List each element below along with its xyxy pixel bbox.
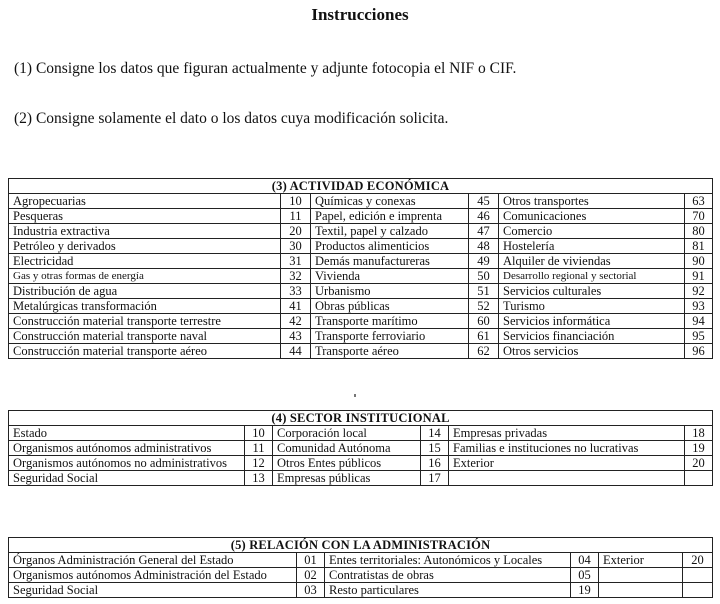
code-cell: 05 (571, 568, 599, 583)
label-cell: Electricidad (9, 254, 281, 269)
relacion-administracion-body (9, 553, 713, 598)
code-cell: 16 (421, 456, 449, 471)
label-cell: Agropecuarias (9, 194, 281, 209)
table-row (9, 239, 713, 254)
table-row (9, 471, 713, 486)
label-cell: Organismos autónomos administrativos (9, 441, 245, 456)
code-cell: 03 (297, 583, 325, 598)
code-cell (683, 583, 713, 598)
label-cell: Petróleo y derivados (9, 239, 281, 254)
code-cell: 70 (685, 209, 713, 224)
table-row (9, 426, 713, 441)
label-cell: Distribución de agua (9, 284, 281, 299)
sector-institucional-header: (4) SECTOR INSTITUCIONAL (9, 411, 713, 426)
code-cell: 10 (245, 426, 273, 441)
label-cell: Estado (9, 426, 245, 441)
code-cell: 80 (685, 224, 713, 239)
sector-institucional-table (8, 410, 713, 486)
code-cell: 32 (281, 269, 311, 284)
label-cell: Resto particulares (325, 583, 571, 598)
code-cell (683, 568, 713, 583)
table-row (9, 209, 713, 224)
code-cell: 31 (281, 254, 311, 269)
code-cell (685, 471, 713, 486)
label-cell: Pesqueras (9, 209, 281, 224)
label-cell: Contratistas de obras (325, 568, 571, 583)
actividad-economica-body (9, 194, 713, 359)
code-cell: 19 (685, 441, 713, 456)
label-cell: Desarrollo regional y sectorial (499, 269, 685, 284)
code-cell: 14 (421, 426, 449, 441)
code-cell: 11 (245, 441, 273, 456)
label-cell: Papel, edición e imprenta (311, 209, 469, 224)
instruction-note-2: (2) Consigne solamente el dato o los datos cuya modificación solicita. (14, 110, 449, 127)
relacion-administracion-header: (5) RELACIÓN CON LA ADMINISTRACIÓN (9, 538, 713, 553)
code-cell: 45 (469, 194, 499, 209)
code-cell: 62 (469, 344, 499, 359)
table-row (9, 269, 713, 284)
table-row (9, 224, 713, 239)
label-cell: Gas y otras formas de energía (9, 269, 281, 284)
code-cell: 94 (685, 314, 713, 329)
label-cell: Industria extractiva (9, 224, 281, 239)
table-row (9, 299, 713, 314)
label-cell: Comercio (499, 224, 685, 239)
table-row (9, 441, 713, 456)
instruction-note-1: (1) Consigne los datos que figuran actualmente y adjunte fotocopia el NIF o CIF. (14, 60, 517, 77)
code-cell: 02 (297, 568, 325, 583)
label-cell: Construcción material transporte naval (9, 329, 281, 344)
table-row (9, 553, 713, 568)
label-cell: Urbanismo (311, 284, 469, 299)
code-cell: 60 (469, 314, 499, 329)
label-cell: Comunicaciones (499, 209, 685, 224)
label-cell: Servicios financiación (499, 329, 685, 344)
code-cell: 50 (469, 269, 499, 284)
label-cell: Otros servicios (499, 344, 685, 359)
label-cell: Organismos autónomos Administración del Estado (9, 568, 297, 583)
table-row (9, 254, 713, 269)
actividad-economica-table (8, 178, 713, 359)
label-cell: Construcción material transporte terrestre (9, 314, 281, 329)
code-cell: 44 (281, 344, 311, 359)
label-cell (449, 471, 685, 486)
label-cell: Textil, papel y calzado (311, 224, 469, 239)
label-cell: Vivienda (311, 269, 469, 284)
code-cell: 04 (571, 553, 599, 568)
code-cell: 13 (245, 471, 273, 486)
code-cell: 81 (685, 239, 713, 254)
label-cell: Construcción material transporte aéreo (9, 344, 281, 359)
code-cell: 11 (281, 209, 311, 224)
table-row (9, 284, 713, 299)
label-cell: Demás manufactureras (311, 254, 469, 269)
code-cell: 95 (685, 329, 713, 344)
code-cell: 63 (685, 194, 713, 209)
label-cell: Obras públicas (311, 299, 469, 314)
actividad-economica-header: (3) ACTIVIDAD ECONÓMICA (9, 179, 713, 194)
code-cell: 20 (683, 553, 713, 568)
table-row (9, 456, 713, 471)
code-cell: 30 (281, 239, 311, 254)
code-cell: 47 (469, 224, 499, 239)
code-cell: 18 (685, 426, 713, 441)
code-cell: 42 (281, 314, 311, 329)
code-cell: 93 (685, 299, 713, 314)
label-cell: Órganos Administración General del Estado (9, 553, 297, 568)
page-title: Instrucciones (311, 5, 409, 24)
table-row (9, 568, 713, 583)
label-cell: Productos alimenticios (311, 239, 469, 254)
label-cell: Seguridad Social (9, 583, 297, 598)
scan-speck (354, 394, 356, 397)
code-cell: 33 (281, 284, 311, 299)
label-cell: Seguridad Social (9, 471, 245, 486)
label-cell: Otros transportes (499, 194, 685, 209)
code-cell: 92 (685, 284, 713, 299)
code-cell: 43 (281, 329, 311, 344)
code-cell: 15 (421, 441, 449, 456)
label-cell: Hostelería (499, 239, 685, 254)
code-cell: 01 (297, 553, 325, 568)
code-cell: 51 (469, 284, 499, 299)
label-cell: Entes territoriales: Autonómicos y Locales (325, 553, 571, 568)
label-cell: Comunidad Autónoma (273, 441, 421, 456)
sector-institucional-body (9, 426, 713, 486)
code-cell: 46 (469, 209, 499, 224)
label-cell: Familias e instituciones no lucrativas (449, 441, 685, 456)
label-cell: Químicas y conexas (311, 194, 469, 209)
code-cell: 90 (685, 254, 713, 269)
label-cell: Exterior (449, 456, 685, 471)
label-cell: Metalúrgicas transformación (9, 299, 281, 314)
label-cell: Otros Entes públicos (273, 456, 421, 471)
label-cell: Exterior (599, 553, 683, 568)
table-row (9, 314, 713, 329)
code-cell: 12 (245, 456, 273, 471)
table-row (9, 194, 713, 209)
label-cell: Corporación local (273, 426, 421, 441)
code-cell: 52 (469, 299, 499, 314)
relacion-administracion-table (8, 537, 713, 598)
label-cell: Transporte ferroviario (311, 329, 469, 344)
label-cell: Empresas públicas (273, 471, 421, 486)
label-cell: Servicios culturales (499, 284, 685, 299)
code-cell: 20 (281, 224, 311, 239)
code-cell: 19 (571, 583, 599, 598)
label-cell: Organismos autónomos no administrativos (9, 456, 245, 471)
label-cell: Turismo (499, 299, 685, 314)
label-cell: Alquiler de viviendas (499, 254, 685, 269)
code-cell: 49 (469, 254, 499, 269)
code-cell: 17 (421, 471, 449, 486)
table-row (9, 344, 713, 359)
label-cell: Servicios informática (499, 314, 685, 329)
code-cell: 61 (469, 329, 499, 344)
label-cell: Transporte aéreo (311, 344, 469, 359)
code-cell: 10 (281, 194, 311, 209)
label-cell: Transporte marítimo (311, 314, 469, 329)
code-cell: 41 (281, 299, 311, 314)
table-row (9, 583, 713, 598)
code-cell: 20 (685, 456, 713, 471)
code-cell: 91 (685, 269, 713, 284)
label-cell: Empresas privadas (449, 426, 685, 441)
table-row (9, 329, 713, 344)
label-cell (599, 568, 683, 583)
code-cell: 48 (469, 239, 499, 254)
label-cell (599, 583, 683, 598)
code-cell: 96 (685, 344, 713, 359)
